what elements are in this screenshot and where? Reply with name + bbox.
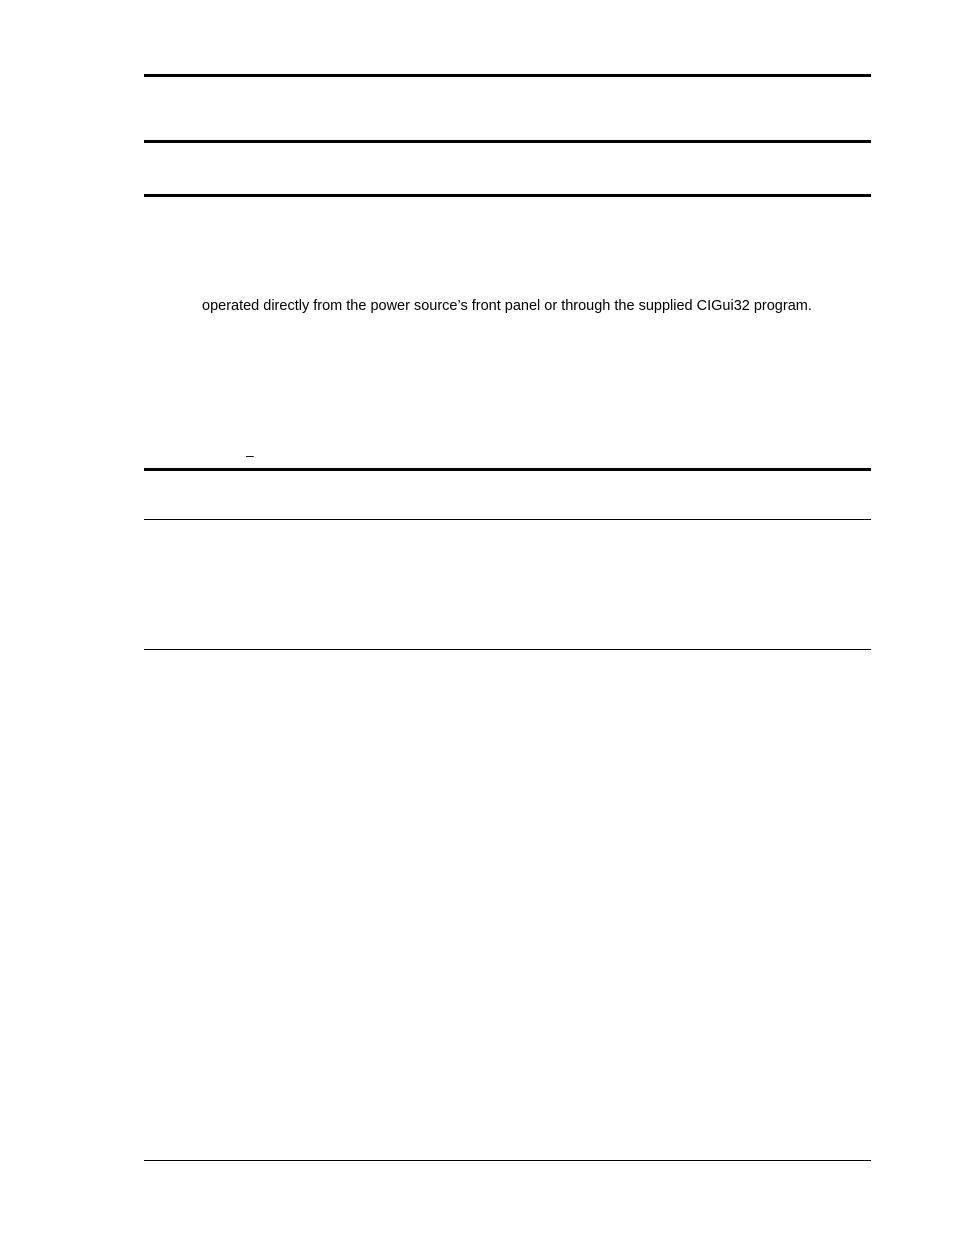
table-rule-top bbox=[144, 468, 871, 471]
footer-rule bbox=[144, 1160, 871, 1161]
dash-mark: – bbox=[246, 447, 254, 463]
table-rule-bottom bbox=[144, 649, 871, 650]
header-rule-middle bbox=[144, 140, 871, 143]
body-paragraph-line: operated directly from the power source’s front panel or through the supplied CIGui32 program. bbox=[202, 298, 812, 314]
header-rule-top bbox=[144, 74, 871, 77]
header-rule-bottom bbox=[144, 194, 871, 197]
table-rule-header bbox=[144, 519, 871, 520]
